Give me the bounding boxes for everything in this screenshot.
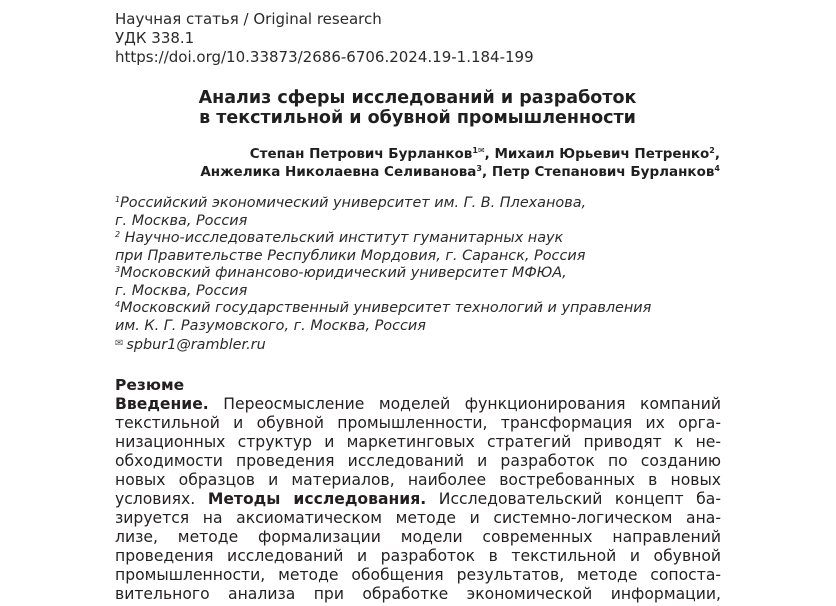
udc-code: УДК 338.1	[115, 29, 195, 47]
affiliation-2-cont: при Правительстве Республики Мордовия, г. Саранск, Россия	[115, 247, 586, 264]
affiliation-1	[115, 195, 651, 213]
abstract-line: низационных структур и маркетинговых стратегий приводят к не-	[115, 433, 721, 451]
article-title	[115, 88, 720, 128]
author-affiliation-number: 3	[476, 164, 482, 173]
abstract-body	[115, 395, 721, 604]
affiliation-4-cont: им. К. Г. Разумовского, г. Москва, Россия	[115, 317, 426, 334]
author-separator: ,	[481, 164, 492, 180]
article-type: Научная статья / Original research	[115, 10, 382, 28]
intro-label: Введение.	[115, 395, 209, 413]
author-separator: ,	[714, 146, 720, 162]
abstract-line: вительного анализа при обработке экономической информации,	[115, 585, 721, 603]
affiliation-3-cont: г. Москва, Россия	[115, 282, 248, 299]
author-line-1	[200, 145, 720, 163]
author-name: Степан Петрович Бурланков	[249, 146, 473, 162]
affiliation-text: Московский финансово-юридический университет МФЮА,	[120, 265, 567, 281]
affiliation-1-cont: г. Москва, Россия	[115, 212, 248, 229]
abstract-line: зируется на аксиоматическом методе и системно-логическом ана-	[115, 509, 721, 527]
author-affiliation-number: 4	[714, 164, 720, 173]
author-separator: ,	[484, 146, 495, 162]
affiliation-4	[115, 300, 651, 318]
affiliation-text: Российский экономический университет им. Г. В. Плеханова,	[120, 195, 587, 211]
author-list	[200, 145, 720, 181]
affiliation-number: 1	[115, 195, 121, 204]
abstract-text: Исследовательский концепт ба-	[438, 490, 721, 508]
author-affiliation-number: 1	[472, 146, 478, 155]
abstract-line: обходимости проведения исследований и разработок по созданию	[115, 452, 721, 470]
abstract-text: Переосмысление моделей функционирования компаний	[223, 395, 721, 413]
author-name: Петр Степанович Бурланков	[491, 164, 715, 180]
abstract-text: условиях.	[115, 490, 196, 508]
title-line-2: в текстильной и обувной промышленности	[199, 108, 636, 128]
affiliations	[115, 195, 651, 355]
author-affiliation-number: 2	[709, 146, 715, 155]
affiliation-number: 2	[115, 230, 121, 239]
abstract-line: лизе, методе формализации модели современных направлений	[115, 528, 721, 546]
email-address[interactable]: spbur1@rambler.ru	[126, 337, 266, 353]
affiliation-number: 3	[115, 265, 121, 274]
affiliation-text: Научно-исследовательский институт гуманитарных наук	[124, 230, 564, 246]
methods-label: Методы исследования.	[207, 490, 427, 508]
envelope-icon: ✉	[115, 338, 124, 349]
article-meta	[115, 10, 534, 67]
abstract-line	[115, 490, 721, 509]
affiliation-3	[115, 265, 651, 283]
abstract-line	[115, 395, 721, 414]
affiliation-number: 4	[115, 300, 121, 309]
doi-link[interactable]: https://doi.org/10.33873/2686-6706.2024.19-1.184-199	[115, 48, 534, 66]
author-name: Михаил Юрьевич Петренко	[494, 146, 710, 162]
abstract-line: промышленности, методе обобщения результатов, методе сопоста-	[115, 566, 721, 584]
abstract-line: новых образцов и материалов, наиболее востребованных в новых	[115, 471, 721, 489]
title-line-1: Анализ сферы исследований и разработок	[198, 88, 637, 108]
author-name: Анжелика Николаевна Селиванова	[200, 164, 477, 180]
contact-email	[115, 335, 651, 355]
affiliation-2	[115, 230, 651, 248]
abstract-line: проведения исследований и разработок в текстильной и обувной	[115, 547, 721, 565]
abstract-line: текстильной и обувной промышленности, трансформация их орга-	[115, 414, 721, 432]
abstract-heading: Резюме	[115, 376, 185, 394]
author-line-2	[200, 163, 720, 181]
affiliation-text: Московский государственный университет технологий и управления	[120, 300, 652, 316]
envelope-icon: ✉	[477, 146, 485, 155]
